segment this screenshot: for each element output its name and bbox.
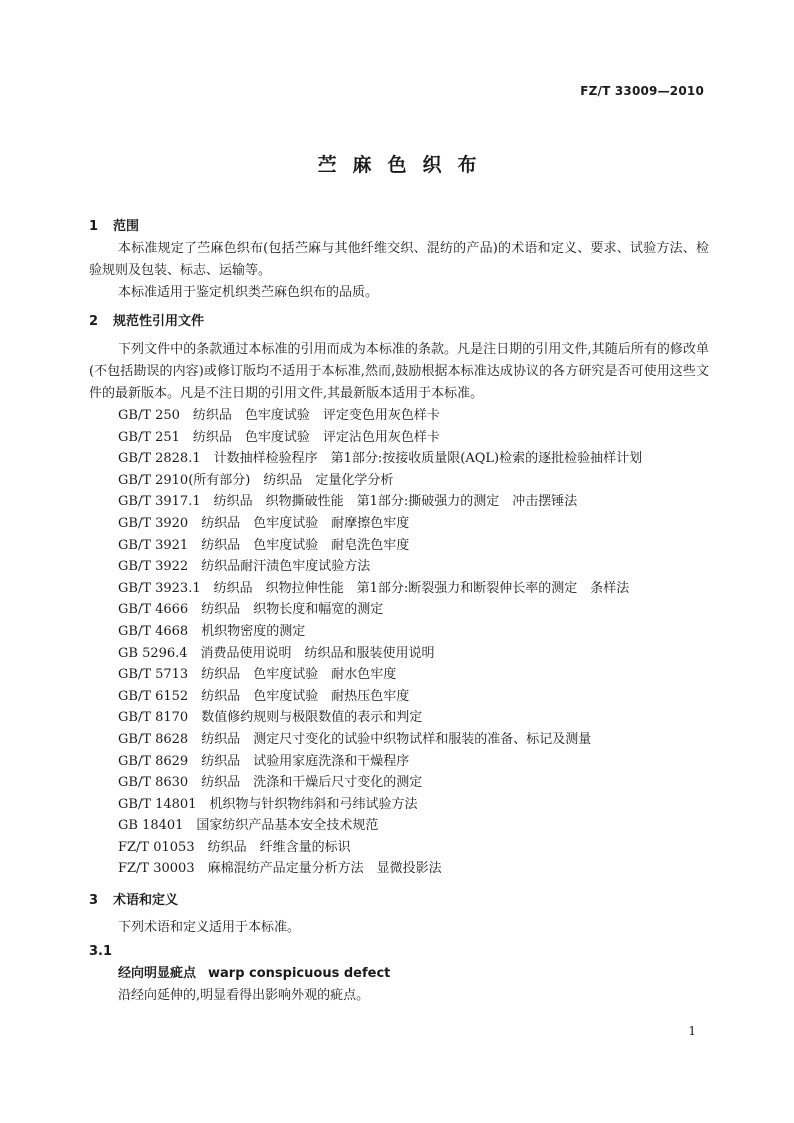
reference-item: GB/T 8629 纺织品 试验用家庭洗涤和干燥程序: [118, 753, 410, 769]
reference-item: GB/T 3923.1 纺织品 织物拉伸性能 第1部分:断裂强力和断裂伸长率的测定 条样法: [118, 580, 630, 596]
reference-item: GB 18401 国家纺织产品基本安全技术规范: [118, 818, 379, 834]
reference-item: GB 5296.4 消费品使用说明 纺织品和服装使用说明: [118, 645, 435, 661]
section-number: 3: [89, 893, 99, 909]
section-1-heading: [89, 216, 709, 238]
term-english: warp conspicuous defect: [208, 966, 391, 982]
reference-item: GB/T 2910(所有部分) 纺织品 定量化学分析: [118, 472, 394, 488]
reference-item: GB/T 8628 纺织品 测定尺寸变化的试验中织物试样和服装的准备、标记及测量: [118, 731, 592, 747]
reference-item: GB/T 250 纺织品 色牢度试验 评定变色用灰色样卡: [118, 408, 440, 423]
normative-references-intro: 下列文件中的条款通过本标准的引用而成为本标准的条款。凡是注日期的引用文件,其随后所有的修改单(不包括勘误的内容)或修订版均不适用于本标准,然而,鼓励根据本标准达成协议的各方研究是否可使用这些文件的最新版本。凡是不注日期的引用文件,其最新版本适用于本标准。: [89, 342, 709, 401]
reference-item: GB/T 6152 纺织品 色牢度试验 耐热压色牢度: [118, 688, 410, 704]
section-3-heading: [89, 890, 709, 912]
scope-paragraph: 本标准规定了苎麻色织布(包括苎麻与其他纤维交织、混纺的产品)的术语和定义、要求、试验方法、检验规则及包装、标志、运输等。: [89, 241, 709, 278]
reference-item: GB/T 3922 纺织品耐汗渍色牢度试验方法: [118, 559, 371, 575]
reference-item: GB/T 8170 数值修约规则与极限数值的表示和判定: [118, 710, 423, 726]
section-2-heading: [89, 311, 709, 333]
reference-item: GB/T 4668 机织物密度的测定: [118, 623, 306, 639]
reference-item: GB/T 5713 纺织品 色牢度试验 耐水色牢度: [118, 667, 397, 683]
term-definition: 沿经向延伸的,明显看得出影响外观的疵点。: [118, 988, 370, 1004]
reference-list: [89, 405, 709, 880]
reference-item: GB/T 14801 机织物与针织物纬斜和弓纬试验方法: [118, 796, 418, 812]
section-number: 2: [89, 314, 99, 329]
standard-code: FZ/T 33009—2010: [580, 84, 704, 98]
reference-item: GB/T 4666 纺织品 织物长度和幅宽的测定: [118, 602, 384, 618]
reference-item: GB/T 8630 纺织品 洗涤和干燥后尺寸变化的测定: [118, 775, 423, 791]
page-number: 1: [688, 1024, 696, 1038]
section-number: 1: [89, 219, 99, 234]
section-title: 范围: [113, 219, 140, 234]
reference-item: FZ/T 30003 麻棉混纺产品定量分析方法 显微投影法: [118, 861, 442, 877]
reference-item: FZ/T 01053 纺织品 纤维含量的标识: [118, 839, 351, 855]
document-title: 苎麻色织布: [317, 154, 493, 176]
reference-item: GB/T 3920 纺织品 色牢度试验 耐摩擦色牢度: [118, 515, 410, 531]
section-title: 规范性引用文件: [113, 314, 205, 329]
reference-item: GB/T 3921 纺织品 色牢度试验 耐皂洗色牢度: [118, 537, 410, 553]
term-heading: [89, 963, 709, 985]
clause-number: 3.1: [89, 944, 113, 960]
section-title: 术语和定义: [113, 893, 179, 909]
reference-item: GB/T 3917.1 纺织品 织物撕破性能 第1部分:撕破强力的测定 冲击摆锤法: [118, 494, 578, 510]
terms-intro: 下列术语和定义适用于本标准。: [118, 920, 301, 936]
term-chinese: 经向明显疵点: [118, 966, 197, 982]
scope-applicability-paragraph: 本标准适用于鉴定机织类苎麻色织布的品质。: [118, 285, 379, 300]
reference-item: GB/T 2828.1 计数抽样检验程序 第1部分:按接收质量限(AQL)检索的逐批检验抽样计划: [118, 451, 643, 467]
document-body: [89, 216, 709, 1007]
reference-item: GB/T 251 纺织品 色牢度试验 评定沾色用灰色样卡: [118, 429, 440, 445]
